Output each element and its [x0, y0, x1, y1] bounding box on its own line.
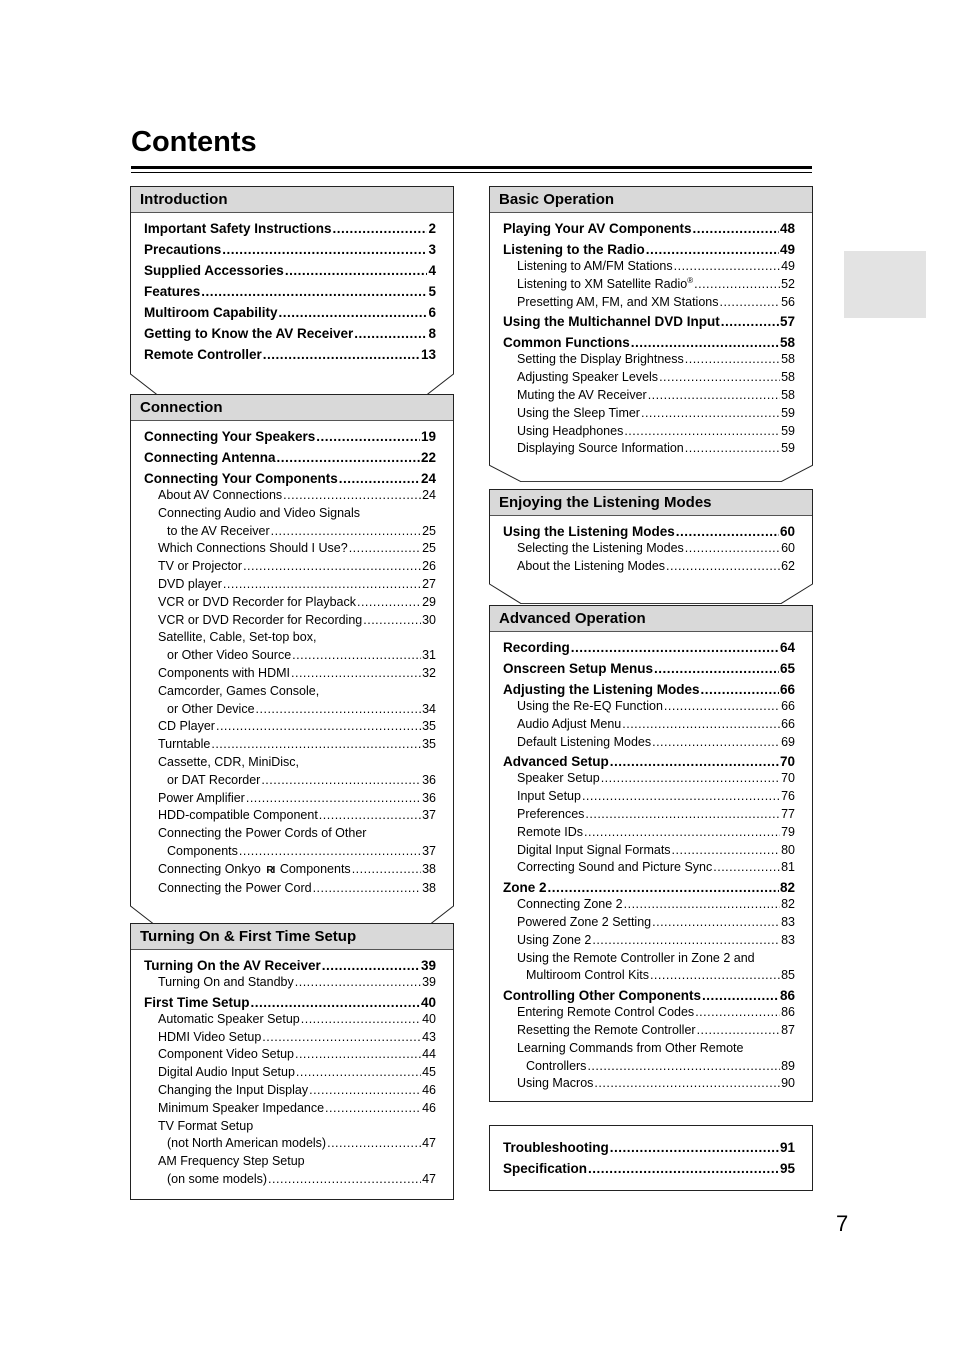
toc-subentry[interactable]: Automatic Speaker Setup ..... 40	[144, 1011, 436, 1029]
toc-subentry[interactable]: Correcting Sound and Picture Sync ..... 81	[503, 859, 795, 877]
entry-list	[131, 421, 453, 902]
toc-subentry[interactable]: Using Zone 2 ..... 83	[503, 932, 795, 950]
toc-subentry[interactable]: Powered Zone 2 Setting ..... 83	[503, 914, 795, 932]
section-heading: Advanced Operation	[490, 606, 812, 632]
toc-subentry[interactable]: Setting the Display Brightness ..... 58	[503, 351, 795, 369]
toc-subentry[interactable]: Turntable ..... 35	[144, 736, 436, 754]
toc-subentry-line[interactable]: Connecting the Power Cords of Other	[158, 826, 367, 841]
entry-list	[490, 516, 812, 581]
toc-entry[interactable]: Specification ..... 95	[503, 1158, 795, 1179]
entry-list	[490, 213, 812, 463]
toc-subentry[interactable]: Selecting the Listening Modes ..... 60	[503, 540, 795, 558]
toc-entry[interactable]: Connecting Your Components ..... 24	[144, 468, 436, 489]
toc-subentry-line[interactable]: Camcorder, Games Console,	[158, 683, 320, 698]
toc-entry[interactable]: Troubleshooting ..... 91	[503, 1137, 795, 1158]
toc-subentry[interactable]: Listening to AM/FM Stations ..... 49	[503, 258, 795, 276]
toc-subentry[interactable]: Components ..... 37	[144, 843, 436, 861]
toc-subentry[interactable]: Resetting the Remote Controller ..... 87	[503, 1022, 795, 1040]
toc-entry[interactable]: Adjusting the Listening Modes ..... 66	[503, 679, 795, 700]
toc-subentry[interactable]: Default Listening Modes ..... 69	[503, 734, 795, 752]
toc-subentry[interactable]: Turning On and Standby ..... 39	[144, 974, 436, 992]
toc-entry[interactable]: Recording ..... 64	[503, 637, 795, 658]
chapter-tab	[844, 251, 926, 318]
toc-subentry[interactable]: Entering Remote Control Codes ..... 86	[503, 1004, 795, 1022]
toc-subentry[interactable]: About AV Connections ..... 24	[144, 487, 436, 505]
toc-entry[interactable]: Precautions ..... 3	[144, 239, 436, 260]
toc-subentry-line[interactable]: Connecting Audio and Video Signals	[158, 505, 361, 520]
toc-subentry[interactable]: Using the Sleep Timer ..... 59	[503, 405, 795, 423]
toc-subentry[interactable]: Which Connections Should I Use? ..... 25	[144, 540, 436, 558]
toc-subentry[interactable]: Muting the AV Receiver ..... 58	[503, 387, 795, 405]
toc-subentry[interactable]: Multiroom Control Kits ..... 85	[503, 967, 795, 985]
toc-subentry[interactable]: Minimum Speaker Impedance ..... 46	[144, 1100, 436, 1118]
toc-subentry[interactable]: Digital Audio Input Setup ..... 45	[144, 1064, 436, 1082]
toc-entry[interactable]: Getting to Know the AV Receiver ..... 8	[144, 323, 436, 344]
section-introduction	[130, 186, 454, 399]
toc-entry[interactable]: Using the Multichannel DVD Input ..... 57	[503, 311, 795, 332]
section-connection	[130, 394, 454, 931]
toc-subentry[interactable]: Listening to XM Satellite Radio® ..... 52	[503, 276, 795, 294]
toc-subentry-line[interactable]: Cassette, CDR, MiniDisc,	[158, 754, 299, 769]
section-heading: Connection	[131, 395, 453, 421]
title-rule-thick	[131, 166, 812, 169]
toc-subentry-line[interactable]: Learning Commands from Other Remote	[517, 1040, 744, 1055]
toc-subentry[interactable]: Using the Re-EQ Function ..... 66	[503, 698, 795, 716]
toc-subentry[interactable]: TV or Projector ..... 26	[144, 558, 436, 576]
toc-entry[interactable]: Turning On the AV Receiver ..... 39	[144, 955, 436, 976]
toc-subentry-line[interactable]: Using the Remote Controller in Zone 2 and	[517, 950, 755, 965]
toc-subentry[interactable]: Speaker Setup ..... 70	[503, 770, 795, 788]
section-heading: Turning On & First Time Setup	[131, 924, 453, 950]
toc-entry[interactable]: Playing Your AV Components ..... 48	[503, 218, 795, 239]
toc-entry[interactable]: Onscreen Setup Menus ..... 65	[503, 658, 795, 679]
toc-subentry[interactable]: Presetting AM, FM, and XM Stations ..... 56	[503, 294, 795, 312]
toc-subentry[interactable]: Connecting Zone 2 ..... 82	[503, 896, 795, 914]
toc-subentry[interactable]: Using Macros ..... 90	[503, 1075, 795, 1093]
toc-subentry[interactable]: Digital Input Signal Formats ..... 80	[503, 842, 795, 860]
section-heading: Introduction	[131, 187, 453, 213]
toc-subentry[interactable]: HDD-compatible Component ..... 37	[144, 807, 436, 825]
toc-subentry[interactable]: CD Player ..... 35	[144, 718, 436, 736]
toc-subentry[interactable]: or DAT Recorder ..... 36	[144, 772, 436, 790]
toc-entry[interactable]: Connecting Antenna ..... 22	[144, 447, 436, 468]
toc-entry[interactable]: Features ..... 5	[144, 281, 436, 302]
entry-list	[490, 632, 812, 1101]
toc-subentry[interactable]: Using Headphones ..... 59	[503, 423, 795, 441]
section-listening-modes	[489, 489, 813, 604]
toc-subentry-line[interactable]: TV Format Setup	[158, 1118, 254, 1133]
toc-subentry[interactable]: HDMI Video Setup ..... 43	[144, 1029, 436, 1047]
page-number: 7	[836, 1211, 849, 1236]
toc-entry[interactable]: Common Functions ..... 58	[503, 332, 795, 353]
toc-subentry[interactable]: Adjusting Speaker Levels ..... 58	[503, 369, 795, 387]
toc-subentry[interactable]: (on some models) ..... 47	[144, 1171, 436, 1189]
page-title: Contents	[131, 126, 257, 158]
section-bottom-chevron	[489, 462, 813, 482]
toc-subentry-line[interactable]: Satellite, Cable, Set-top box,	[158, 630, 317, 645]
toc-subentry[interactable]: DVD player ..... 27	[144, 576, 436, 594]
toc-subentry[interactable]: (not North American models) ..... 47	[144, 1135, 436, 1153]
toc-subentry[interactable]: to the AV Receiver ..... 25	[144, 523, 436, 541]
toc-subentry[interactable]: Remote IDs ..... 79	[503, 824, 795, 842]
section-troubleshooting	[489, 1125, 813, 1191]
toc-entry[interactable]: Using the Listening Modes ..... 60	[503, 521, 795, 542]
toc-entry[interactable]: Important Safety Instructions ..... 2	[144, 218, 436, 239]
toc-subentry[interactable]: VCR or DVD Recorder for Recording ..... 30	[144, 612, 436, 630]
toc-subentry[interactable]: Displaying Source Information ..... 59	[503, 440, 795, 458]
section-heading: Basic Operation	[490, 187, 812, 213]
toc-entry[interactable]: Remote Controller ..... 13	[144, 344, 436, 365]
toc-entry[interactable]: Controlling Other Components ..... 86	[503, 985, 795, 1006]
toc-subentry[interactable]: Component Video Setup ..... 44	[144, 1046, 436, 1064]
section-bottom-chevron	[489, 580, 813, 604]
toc-subentry[interactable]: Components with HDMI ..... 32	[144, 665, 436, 683]
toc-subentry[interactable]: Power Amplifier ..... 36	[144, 790, 436, 808]
section-heading: Enjoying the Listening Modes	[490, 490, 812, 516]
section-turning-on	[130, 923, 454, 1200]
toc-subentry[interactable]: Connecting Onkyo RI Components ..... 38	[144, 861, 436, 880]
entry-list	[131, 950, 453, 1199]
toc-entry[interactable]: Advanced Setup ..... 70	[503, 751, 795, 772]
ri-logo-icon: RI	[266, 864, 275, 876]
toc-entry[interactable]: First Time Setup ..... 40	[144, 992, 436, 1013]
toc-subentry[interactable]: Controllers ..... 89	[503, 1058, 795, 1076]
toc-subentry[interactable]: Connecting the Power Cord ..... 38	[144, 880, 436, 898]
toc-subentry[interactable]: or Other Device ..... 34	[144, 701, 436, 719]
toc-subentry-line[interactable]: AM Frequency Step Setup	[158, 1154, 305, 1169]
toc-subentry[interactable]: or Other Video Source ..... 31	[144, 647, 436, 665]
entry-list	[490, 1126, 812, 1190]
toc-entry[interactable]: Zone 2 ..... 82	[503, 877, 795, 898]
toc-entry[interactable]: Listening to the Radio ..... 49	[503, 239, 795, 260]
section-advanced-operation	[489, 605, 813, 1102]
entry-list	[131, 213, 453, 370]
toc-subentry[interactable]: Changing the Input Display ..... 46	[144, 1082, 436, 1100]
section-basic-operation	[489, 186, 813, 482]
toc-subentry[interactable]: VCR or DVD Recorder for Playback ..... 29	[144, 594, 436, 612]
title-rule-thin	[131, 172, 812, 173]
toc-subentry[interactable]: About the Listening Modes ..... 62	[503, 558, 795, 576]
toc-entry[interactable]: Supplied Accessories ..... 4	[144, 260, 436, 281]
toc-subentry[interactable]: Input Setup ..... 76	[503, 788, 795, 806]
toc-entry[interactable]: Multiroom Capability ..... 6	[144, 302, 436, 323]
toc-subentry[interactable]: Audio Adjust Menu ..... 66	[503, 716, 795, 734]
toc-subentry[interactable]: Preferences ..... 77	[503, 806, 795, 824]
toc-entry[interactable]: Connecting Your Speakers ..... 19	[144, 426, 436, 447]
